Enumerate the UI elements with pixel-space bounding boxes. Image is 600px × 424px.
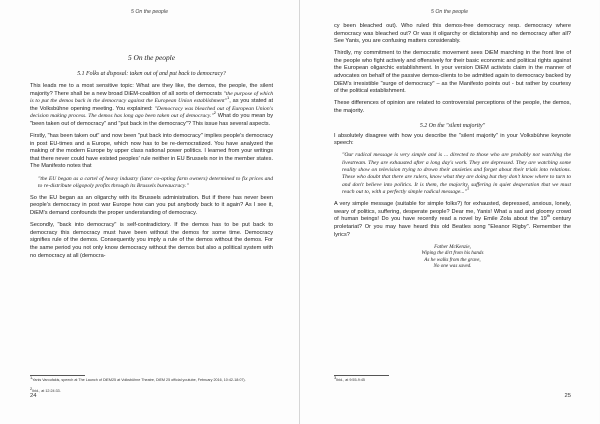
paragraph: These differences of opinion are related to controversial perceptions of the people, the demos, the majority. <box>334 100 571 114</box>
running-head-left: 5 On the people <box>131 9 168 15</box>
lyric-line: No one was saved. <box>433 263 472 270</box>
left-page-content <box>30 53 273 265</box>
paragraph: cy been bleached out). Who ruled this demos-free democracy resp. democracy where democracy was bleached out? Or was it oligarchy or dictatorship and no democracy after all? See Yanis, you are confusing matters considerably. <box>334 23 571 45</box>
block-quote: "the EU began as a cartel of heavy industry (later co-opting farm owners) determined to fix prices and to re-distribute oligopoly profits through its Brussels bureaucracy." <box>38 175 273 189</box>
footnote: $^3$Ibid., at 9:55-9:45 <box>334 375 365 383</box>
paragraph: I absolutely disagree with how you describe the "silent majority" in your Volksbühne keynote speech: <box>334 132 571 147</box>
lyric-line: Wiping the dirt from his hands <box>421 250 484 257</box>
paragraph: Secondly, "back into democracy" is self-contradictory. If the demos has to be put back to democracy this democracy must have been without the demos for some time. Democracy signifies rule of the demos. Consequently you imply a rule of the demos without the demos. For the same period you not only know democracy without the demos but also a political system with no democracy at all (democra- <box>30 222 273 259</box>
lyric-line: Father McKenzie, <box>434 243 471 250</box>
block-quote: "Our radical message is very simple and is ... directed to those who are probably not watching the livestream. They are exhausted after a long day's work. They are depressed. They are watching some reality show on television trying to drown their anxieties and forget about their trials into relations. These who doubt that there are rulers, know what they are doing but they don't know where to turn to and don't believe into politics. It is them, the majority, suffering in quiet desperation that we must reach out to, with a perfectly simple radical message..."$^3$ <box>342 152 571 196</box>
song-lyrics <box>334 244 571 270</box>
footnote: $^2$Ibid., at 12:24:33. <box>30 386 61 394</box>
section-title-5-1: 5.1 Folks at disposal: taken out of and put back to democracy? <box>77 71 226 77</box>
footnote-ref: 3 <box>466 186 469 192</box>
page-number-right: 25 <box>564 393 571 399</box>
paragraph: A very simple message (suitable for simple folks?) for exhausted, depressed, anxious, lonely, weary of politics, suffering, desperate people? Dear me, Yanis! What a sad and gloomy crowd of human beings! Do you have recently read a novel by Emile Zola about the 19th century proletariat? Or you may have heard this old Beatles song "Eleanor Rigby". Remember the lyrics? <box>334 201 571 238</box>
section-title-5-2: 5.2 On the "silent majority" <box>419 122 486 129</box>
footnote-ref: 1 <box>226 95 230 101</box>
footnote: $^1$Yanis Varoufakis, speech at The Launch of DiEM25 at Volksbühne Theatre, DiEM 25 official youtube, February 2016, 10:42-18:07). <box>30 375 246 383</box>
right-page-content <box>334 23 571 270</box>
lyric-line: As he walks from the grave, <box>424 256 481 263</box>
footnote-ref: 2 <box>213 110 216 116</box>
right-page <box>300 0 599 424</box>
running-head-right: 5 On the people <box>431 9 468 15</box>
chapter-title: 5 On the people <box>128 53 175 62</box>
paragraph: Thirdly, my commitment to the democratic movement sees DiEM marching in the front line of the people who fight actively and offensively for their basic economic and political rights against the European oligarchic establishment. In your version DiEM activists claim in the manner of advocates on behalf of the passive demos-clients to be admitted again to democracy backed by DiEM's irresistible "surge of democracy" – as the Manifesto points out - but rather by courtesy of the political establishment. <box>334 50 571 95</box>
footnote-rule <box>334 375 389 376</box>
paragraph: This leads me to a most sensitive topic: What are they like, the demos, the people, the silent majority? There shall be a new broad DiEM-coalition of all sorts of democrats "the purpose of which is to put the demos back in the democracy against the European Union establishment"$^1$, as you stated at the Volksbühne opening meeting. You explained: "Democracy was bleached out of European Union's decision making process. The demos has long ago been taken out of democracy."$^2$ What do you mean by "been taken out of democracy" and "put back in the democracy"? This issue has several aspects. <box>30 83 274 127</box>
paragraph: So the EU began as an oligarchy with its Brussels administration. But if there has never been people's democracy in post war Europe how can you put anybody back to it again? As I see it, DiEM's demand confounds the proper understanding of democracy. <box>30 194 273 217</box>
footnote-rule <box>30 375 85 376</box>
page-number-left: 24 <box>30 393 37 399</box>
paragraph: Firstly, "has been taken out" and now been "put back into democracy" implies people's democracy in post EU-times and a Europe, which now has to be re-democratized. You have analyzed the making of the modern Europe by upper class national power politics. I learned from your writings that there never could have existed peoples' rule neither in EU Brussels nor in the member states. The Manifesto notes that <box>30 133 273 170</box>
